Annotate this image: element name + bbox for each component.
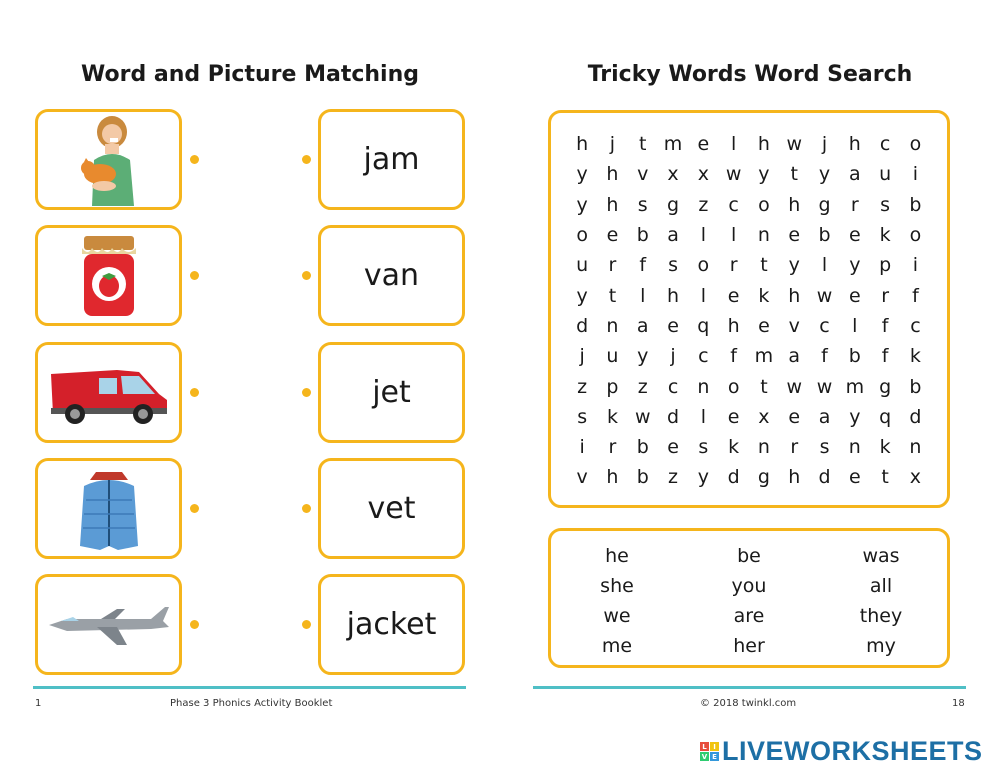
logo-text: LIVEWORKSHEETS	[722, 736, 983, 766]
grid-letter[interactable]: e	[606, 224, 619, 247]
tricky-word: be	[737, 545, 761, 567]
grid-letter[interactable]: b	[818, 224, 831, 247]
grid-letter[interactable]: l	[821, 254, 828, 277]
grid-letter[interactable]: h	[606, 163, 619, 186]
grid-letter[interactable]: f	[881, 345, 889, 368]
grid-letter[interactable]: k	[728, 436, 740, 459]
left-page-number: 1	[35, 698, 42, 709]
word-box	[318, 574, 465, 675]
picture-dot[interactable]	[190, 620, 199, 629]
grid-letter[interactable]: r	[608, 436, 617, 459]
word-box	[318, 342, 465, 443]
grid-letter[interactable]: z	[698, 193, 709, 216]
grid-letter[interactable]: y	[576, 193, 588, 216]
vet-picture	[74, 114, 144, 206]
grid-letter[interactable]: l	[700, 224, 706, 247]
grid-letter[interactable]: s	[668, 254, 678, 277]
grid-letter[interactable]: t	[608, 284, 617, 307]
grid-letter[interactable]: z	[637, 375, 648, 398]
grid-letter[interactable]: f	[730, 345, 737, 368]
grid-letter[interactable]: a	[788, 345, 801, 368]
picture-box-jacket	[35, 458, 182, 559]
grid-letter[interactable]: k	[909, 345, 921, 368]
grid-letter[interactable]: c	[910, 314, 921, 337]
grid-letter[interactable]: u	[879, 163, 892, 186]
grid-letter[interactable]: c	[728, 193, 739, 216]
grid-letter[interactable]: r	[850, 193, 859, 216]
grid-letter[interactable]: b	[636, 224, 649, 247]
grid-letter[interactable]: x	[758, 405, 770, 428]
grid-letter[interactable]: u	[606, 345, 619, 368]
tricky-word: all	[869, 575, 893, 597]
grid-letter[interactable]: b	[909, 193, 922, 216]
picture-dot[interactable]	[190, 504, 199, 513]
word-dot[interactable]	[302, 271, 311, 280]
grid-letter[interactable]: w	[816, 284, 833, 307]
grid-letter[interactable]: y	[818, 163, 831, 186]
grid-letter[interactable]: o	[909, 133, 922, 156]
footer-divider-left	[33, 686, 466, 689]
word-dot[interactable]	[302, 388, 311, 397]
grid-letter[interactable]: n	[909, 436, 922, 459]
word-box	[318, 109, 465, 210]
grid-letter[interactable]: y	[758, 163, 770, 186]
matching-title: Word and Picture Matching	[81, 62, 419, 87]
tricky-word: she	[600, 575, 634, 597]
grid-letter[interactable]: j	[670, 345, 676, 368]
grid-letter[interactable]: h	[606, 193, 619, 216]
picture-dot[interactable]	[190, 388, 199, 397]
left-footer-caption: Phase 3 Phonics Activity Booklet	[170, 698, 333, 709]
grid-letter[interactable]: s	[577, 405, 588, 428]
word-box	[318, 458, 465, 559]
grid-letter[interactable]: c	[698, 345, 709, 368]
grid-letter[interactable]: i	[912, 254, 919, 277]
grid-letter[interactable]: j	[609, 133, 616, 156]
grid-letter[interactable]: e	[727, 405, 740, 428]
grid-letter[interactable]: c	[819, 314, 830, 337]
grid-letter[interactable]: y	[849, 405, 861, 428]
grid-letter[interactable]: d	[818, 466, 831, 489]
grid-letter[interactable]: q	[879, 405, 892, 428]
tricky-word: we	[603, 605, 631, 627]
grid-letter[interactable]: s	[880, 193, 891, 216]
grid-letter[interactable]: u	[576, 254, 589, 277]
grid-letter[interactable]: b	[909, 375, 922, 398]
grid-letter[interactable]: a	[636, 314, 649, 337]
grid-letter[interactable]: y	[788, 254, 800, 277]
grid-letter[interactable]: m	[663, 133, 683, 156]
jet-picture	[47, 603, 171, 647]
grid-letter[interactable]: d	[909, 405, 922, 428]
grid-letter[interactable]: y	[849, 254, 861, 277]
word-list	[551, 541, 947, 661]
grid-letter[interactable]: j	[821, 133, 828, 156]
grid-letter[interactable]: z	[577, 375, 588, 398]
grid-letter[interactable]: o	[909, 224, 922, 247]
grid-letter[interactable]: n	[757, 224, 770, 247]
grid-letter[interactable]: t	[760, 254, 768, 277]
grid-letter[interactable]: n	[757, 436, 770, 459]
grid-letter[interactable]: s	[637, 193, 648, 216]
grid-letter[interactable]: e	[697, 133, 710, 156]
grid-letter[interactable]: g	[879, 375, 892, 398]
tricky-word: are	[733, 605, 765, 627]
logo-badge-icon: L I V E	[700, 742, 719, 761]
grid-letter[interactable]: h	[788, 193, 801, 216]
grid-letter[interactable]: r	[881, 284, 890, 307]
picture-dot[interactable]	[190, 155, 199, 164]
grid-letter[interactable]: h	[727, 314, 740, 337]
grid-letter[interactable]: s	[698, 436, 709, 459]
grid-letter[interactable]: w	[816, 375, 833, 398]
grid-letter[interactable]: b	[848, 345, 861, 368]
grid-letter[interactable]: l	[730, 133, 737, 156]
grid-letter[interactable]: h	[606, 466, 619, 489]
grid-letter[interactable]: e	[758, 314, 770, 337]
grid-letter[interactable]: v	[788, 314, 800, 337]
grid-letter[interactable]: o	[758, 193, 770, 216]
grid-letter[interactable]: r	[729, 254, 738, 277]
picture-box-vet	[35, 109, 182, 210]
grid-letter[interactable]: g	[818, 193, 831, 216]
grid-letter[interactable]: k	[758, 284, 770, 307]
van-picture	[47, 360, 171, 426]
grid-letter[interactable]: e	[848, 224, 861, 247]
grid-letter[interactable]: k	[606, 405, 618, 428]
grid-letter[interactable]: o	[697, 254, 710, 277]
grid-letter[interactable]: s	[819, 436, 830, 459]
grid-letter[interactable]: h	[757, 133, 770, 156]
grid-letter[interactable]: v	[637, 163, 649, 186]
grid-letter[interactable]: o	[727, 375, 740, 398]
grid-letter[interactable]: o	[576, 224, 588, 247]
word-dot[interactable]	[302, 620, 311, 629]
grid-letter[interactable]: p	[606, 375, 619, 398]
grid-letter[interactable]: t	[760, 375, 768, 398]
grid-letter[interactable]: w	[786, 375, 802, 398]
letter-grid	[567, 129, 931, 493]
grid-letter[interactable]: d	[576, 314, 589, 337]
grid-letter[interactable]: w	[725, 163, 742, 186]
grid-letter[interactable]: e	[848, 466, 861, 489]
grid-letter[interactable]: f	[912, 284, 919, 307]
tricky-word: me	[601, 635, 633, 657]
grid-letter[interactable]: n	[848, 436, 861, 459]
word-label: jam	[363, 142, 420, 177]
word-search-grid-box	[548, 110, 950, 508]
picture-dot[interactable]	[190, 271, 199, 280]
grid-letter[interactable]: r	[608, 254, 617, 277]
jacket-picture	[76, 466, 142, 552]
picture-box-jam	[35, 225, 182, 326]
grid-letter[interactable]: z	[668, 466, 679, 489]
grid-letter[interactable]: h	[848, 133, 861, 156]
grid-letter[interactable]: n	[697, 375, 710, 398]
grid-letter[interactable]: b	[636, 466, 649, 489]
grid-letter[interactable]: h	[788, 284, 801, 307]
grid-letter[interactable]: d	[667, 405, 680, 428]
tricky-word: her	[733, 635, 765, 657]
grid-letter[interactable]: y	[576, 163, 588, 186]
grid-letter[interactable]: h	[788, 466, 801, 489]
grid-letter[interactable]: t	[790, 163, 798, 186]
word-dot[interactable]	[302, 504, 311, 513]
grid-letter[interactable]: p	[879, 254, 892, 277]
grid-letter[interactable]: e	[667, 314, 679, 337]
jam-picture	[78, 232, 140, 320]
grid-letter[interactable]: i	[579, 436, 585, 459]
grid-letter[interactable]: a	[818, 405, 831, 428]
grid-letter[interactable]: e	[848, 284, 861, 307]
grid-letter[interactable]: a	[848, 163, 861, 186]
grid-letter[interactable]: f	[821, 345, 828, 368]
grid-letter[interactable]: y	[576, 284, 588, 307]
grid-letter[interactable]: y	[637, 345, 649, 368]
grid-letter[interactable]: k	[879, 224, 891, 247]
word-box	[318, 225, 465, 326]
grid-letter[interactable]: h	[667, 284, 680, 307]
picture-box-jet	[35, 574, 182, 675]
footer-divider-right	[533, 686, 966, 689]
right-page-number: 18	[952, 698, 965, 709]
grid-letter[interactable]: w	[634, 405, 651, 428]
grid-letter[interactable]: y	[697, 466, 709, 489]
grid-letter[interactable]: m	[845, 375, 865, 398]
grid-letter[interactable]: q	[697, 314, 710, 337]
liveworksheets-logo	[700, 736, 983, 767]
grid-letter[interactable]: f	[881, 314, 889, 337]
right-footer-caption: © 2018 twinkl.com	[700, 698, 797, 709]
word-label: jet	[372, 375, 411, 410]
grid-letter[interactable]: h	[576, 133, 589, 156]
grid-letter[interactable]: x	[667, 163, 679, 186]
grid-letter[interactable]: f	[639, 254, 647, 277]
grid-letter[interactable]: e	[788, 405, 801, 428]
grid-letter[interactable]: x	[909, 466, 922, 489]
tricky-word: was	[862, 545, 900, 567]
word-search-title: Tricky Words Word Search	[587, 62, 913, 87]
grid-letter[interactable]: b	[636, 436, 649, 459]
grid-letter[interactable]: e	[727, 284, 740, 307]
grid-letter[interactable]: n	[606, 314, 619, 337]
grid-letter[interactable]: x	[697, 163, 709, 186]
tricky-word: my	[866, 635, 896, 657]
grid-letter[interactable]: e	[788, 224, 801, 247]
word-label: vet	[367, 491, 416, 526]
grid-letter[interactable]: a	[667, 224, 679, 247]
grid-letter[interactable]: g	[757, 466, 770, 489]
word-label: jacket	[346, 607, 437, 642]
grid-letter[interactable]: g	[667, 193, 680, 216]
word-list-box	[548, 528, 950, 668]
grid-letter[interactable]: l	[852, 314, 858, 337]
grid-letter[interactable]: k	[879, 436, 891, 459]
tricky-word: they	[859, 605, 903, 627]
grid-letter[interactable]: l	[700, 284, 706, 307]
tricky-word: you	[731, 575, 767, 597]
grid-letter[interactable]: c	[879, 133, 891, 156]
grid-letter[interactable]: j	[579, 345, 585, 368]
grid-letter[interactable]: v	[576, 466, 588, 489]
grid-letter[interactable]: l	[730, 224, 737, 247]
grid-letter[interactable]: l	[700, 405, 706, 428]
picture-box-van	[35, 342, 182, 443]
grid-letter[interactable]: i	[912, 163, 919, 186]
grid-letter[interactable]: w	[786, 133, 802, 156]
grid-letter[interactable]: e	[667, 436, 679, 459]
grid-letter[interactable]: t	[639, 133, 647, 156]
tricky-word: he	[605, 545, 629, 567]
word-label: van	[363, 258, 420, 293]
word-dot[interactable]	[302, 155, 311, 164]
grid-letter[interactable]: l	[640, 284, 646, 307]
grid-letter[interactable]: d	[727, 466, 740, 489]
grid-letter[interactable]: m	[754, 345, 774, 368]
grid-letter[interactable]: c	[667, 375, 679, 398]
grid-letter[interactable]: r	[790, 436, 799, 459]
grid-letter[interactable]: t	[881, 466, 889, 489]
